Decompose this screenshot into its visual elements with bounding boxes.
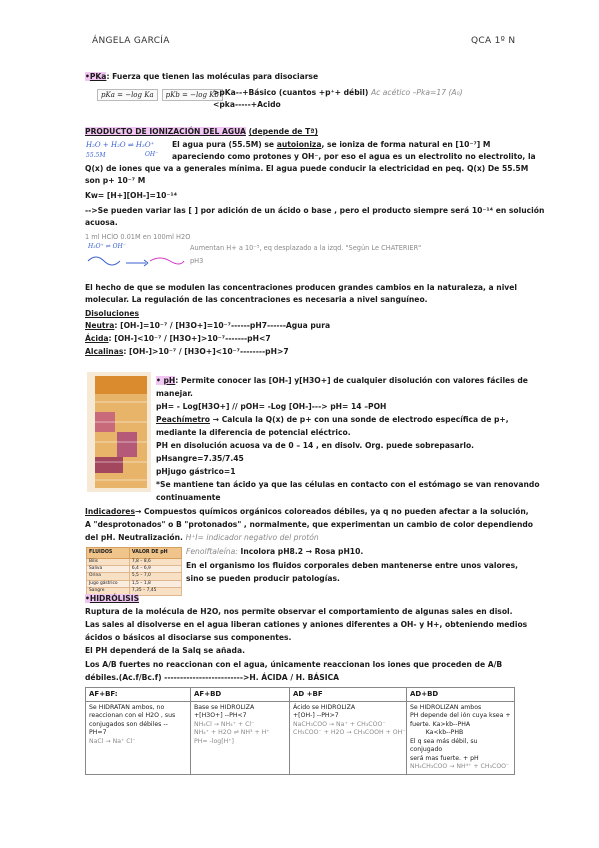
cell-ad-bf: Ácido se HIDROLIZA +[OH-] --PH>7 NaCH₃COO → Na⁺ + CH₃COO⁻ CH₃COO⁻ + H2O → CH₃COOH + OH⁻ — [290, 701, 407, 774]
handwritten-equation: H₂O + H₂O ⇌ H₃O⁺ — [86, 141, 155, 149]
fluid-name: Saliva — [87, 565, 130, 572]
fluid-ph: 5,5 – 7,0 — [129, 573, 181, 580]
body-line1: El hecho de que se modulen las concentraciones producen grandes cambios en la naturaleza, a nivel — [85, 283, 517, 292]
pka-formula: pKa = −log Ka — [97, 89, 158, 101]
ph-desc2: manejar. — [156, 389, 193, 398]
fluid-ph: 7,8 – 8,6 — [129, 558, 181, 565]
ph-range: PH en disolución acuosa va de 0 – 14 , en disolv. Org. puede sobrepasarlo. — [156, 441, 475, 450]
pka-heading: •PKa: Fuerza que tienen las moléculas para disociarse — [85, 72, 319, 81]
col-af-bd: AF+BD — [191, 688, 290, 702]
fluid-name: Sangre — [87, 588, 130, 595]
handwritten-concentration: 55.5M — [86, 152, 106, 159]
neutra-line: Neutra: [OH-]=10⁻⁷ / [H3O+]=10⁻⁷------pH7------Agua pura — [85, 321, 331, 330]
ph-mant1: *Se mantiene tan ácido ya que las células en contacto con el estómago se van renovando — [156, 480, 540, 489]
handwritten-sketch — [86, 251, 186, 269]
fluid-ph: 7,35 – 7,45 — [129, 588, 181, 595]
fluid-name: Bilis — [87, 558, 130, 565]
vary-line1: -->Se pueden variar las [ ] por adición de un ácido o base , pero el producto siempre será 10⁻¹⁴ en solución — [85, 206, 545, 215]
acida-line: Ácida: [OH-]<10⁻⁷ / [H3O+]>10⁻⁷-------pH<7 — [85, 334, 271, 343]
col-af-bf: AF+BF: — [86, 688, 191, 702]
kw-formula: Kw= [H+][OH-]=10⁻¹⁴ — [85, 191, 178, 200]
fluid-ph: 1,5 – 1,8 — [129, 580, 181, 587]
hidrolisis-l4: El PH dependerá de la Salq se añada. — [85, 646, 245, 655]
hidrolisis-l2: Las sales al disolverse en el agua liberan cationes y aniones diferentes a OH- y H+, obteniendo medios — [85, 620, 528, 629]
pka-acid-line: <pka-----+Acido — [213, 100, 281, 109]
disoluciones-title: Disoluciones — [85, 309, 140, 318]
indicadores-line2: A "desprotonados" o B "protonados" , normalmente, que experimentan un cambio de color dependiendo — [85, 520, 534, 529]
peachimetro-line: Peachímetro → Calcula la Q(x) de p+ con una sonde de electrodo específica de p+, — [156, 415, 509, 424]
hidrolisis-heading: •HIDRÓLISIS — [85, 594, 140, 603]
fluids-ph-table — [86, 547, 182, 596]
handwritten-oh: OH⁻ — [145, 151, 159, 158]
fluid-name: Orina — [87, 573, 130, 580]
ph-heading: • pH: Permite conocer las [OH-] y[H3O+] de cualquier disolución con valores fáciles de — [156, 376, 528, 385]
hidrolisis-l1: Ruptura de la molécula de H2O, nos permite observar el comportamiento de algunas sales en disol. — [85, 607, 513, 616]
author-name: ÁNGELA GARCÍA — [92, 36, 170, 46]
col-ad-bf: AD +BF — [290, 688, 407, 702]
ph-sangre: pHsangre=7.35/7.45 — [156, 454, 244, 463]
ph-jugo: pHjugo gástrico=1 — [156, 467, 236, 476]
acetic-note: Ac acético –Pka=17 (A₀) — [370, 88, 463, 97]
cell-ad-bd: Se HIDROLIZAN ambos PH depende del ión cuya ksea + fuerte. Ka>kb--PHA Ka<kb--PHB El q sea más débil, su conjugado será mas fuerte. + pH NH₄CH₃COO → NH⁴⁺ + CH₃COO⁻ — [407, 701, 515, 774]
fenolftaleina-line: Fenolftaleína: Incolora pH8.2 → Rosa pH10. — [186, 547, 364, 556]
ionization-para1: El agua pura (55.5M) se autoioniza, se ioniza de forma natural en [10⁻⁷] M — [172, 140, 491, 149]
hidrolisis-l3: ácidos o básicos al disociarse sus componentes. — [85, 633, 292, 642]
organismo-line1: En el organismo los fluidos corporales deben mantenerse entre unos valores, — [186, 561, 518, 570]
alcalinas-line: Alcalinas: [OH-]>10⁻⁷ / [H3O+]<10⁻⁷--------pH>7 — [85, 347, 289, 356]
ph-label: pH — [163, 376, 176, 385]
fluid-name: Jugo gástrico — [87, 580, 130, 587]
hidrolisis-l5: Los A/B fuertes no reaccionan con el agua, únicamente reaccionan los iones que proceden de A/B — [85, 660, 503, 669]
ph-mant2: continuamente — [156, 493, 221, 502]
indicadores-line1: Indicadores→ Compuestos químicos orgánicos coloreados débiles, ya q no pueden afectar a la solución, — [85, 507, 529, 516]
ionization-para4: son p+ 10⁻⁷ M — [85, 176, 146, 185]
hidrolisis-l6: débiles.(Ac.f/Bc.f) ------------------------->H. ÁCIDA / H. BÁSICA — [85, 673, 340, 682]
handwritten-equilibrium: H₃O⁺ ⇌ OH⁻ — [88, 243, 126, 250]
ph-formula: pH= - Log[H3O+] // pOH= -Log [OH-]---> pH= 14 –POH — [156, 402, 387, 411]
fluid-ph: 6,4 – 6,9 — [129, 565, 181, 572]
ph-value-header: VALOR DE pH — [129, 548, 181, 559]
cell-af-bd: Base se HIDROLIZA +[H3O+] --PH<7 NH₄Cl → NH₄⁺ + Cl⁻ NH₄⁺ + H2O ⇌ NH³ + H⁺ PH= -log[H⁺] — [191, 701, 290, 774]
pkb-formula: pKb = −log Kb — [162, 89, 223, 101]
organismo-line2: sino se pueden producir patologías. — [186, 574, 340, 583]
ionization-para3: Q(x) de iones que va a generales mínima. El agua puede conducir la electricidad en peq. Q(x) De 55.5M — [85, 164, 529, 173]
hydrolysis-salts-table — [85, 687, 515, 775]
pka-formulas — [97, 89, 223, 101]
ionization-title: PRODUCTO DE IONIZACIÓN DEL AGUA — [85, 127, 246, 136]
fluids-header: FLUIDOS — [87, 548, 130, 559]
pka-label: PKa — [89, 72, 107, 81]
pka-basic-line: >pKa--+Básico (cuantos +p⁺+ débil) Ac acético –Pka=17 (A₀) — [213, 88, 463, 97]
ionization-para2: apareciendo como protones y OH⁻, por eso el agua es un electrolito no electrolito, la — [172, 152, 536, 161]
ph3-note: pH3 — [190, 257, 204, 265]
col-ad-bd: AD+BD — [407, 688, 515, 702]
cell-af-bf: Se HIDRATAN ambos, no reaccionan con el H2O , sus conjugados son débiles -- PH=7 NaCl → Na⁺ Cl⁻ — [86, 701, 191, 774]
peachimetro-line2: mediante la diferencia de potencial eléctrico. — [156, 428, 351, 437]
indicadores-line3: del pH. Neutralización. H⁺I= indicador negativo del protón — [85, 533, 319, 542]
pka-description: : Fuerza que tienen las moléculas para disociarse — [106, 72, 319, 81]
ph-scale-image — [87, 372, 151, 492]
example-note: 1 ml HClO 0.01M en 100ml H2O — [85, 233, 191, 241]
vary-line2: acuosa. — [85, 218, 118, 227]
ionization-heading: PRODUCTO DE IONIZACIÓN DEL AGUA (depende de Tª) — [85, 127, 319, 136]
course-label: QCA 1º N — [471, 36, 516, 46]
body-line2: molecular. La regulación de las concentraciones es necesaria a nivel sanguíneo. — [85, 295, 428, 304]
le-chatelier-note: Aumentan H+ a 10⁻⁵, eq desplazado a la izqd. "Según Le CHATERIER" — [190, 244, 422, 252]
